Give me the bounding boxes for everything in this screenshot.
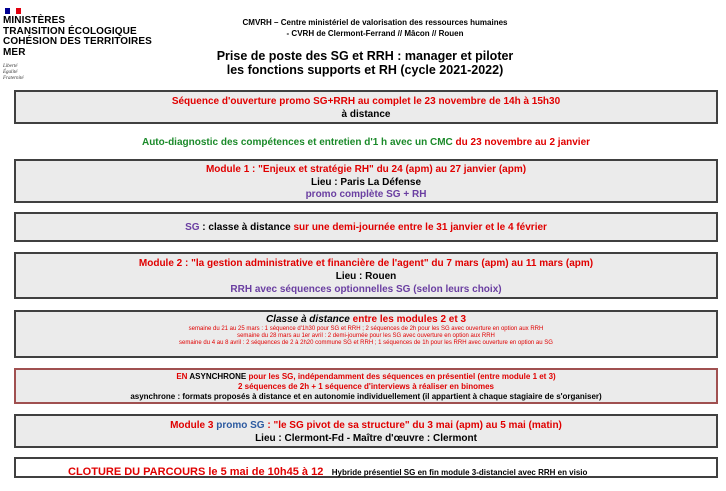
marianne-flag-icon: [5, 8, 21, 14]
module-1-title: Module 1 : "Enjeux et stratégie RH" du 24 (apm) au 27 janvier (apm): [205, 164, 527, 175]
sg-remote-class-box: SG : classe à distance sur une demi-journée entre le 31 janvier et le 4 février: [14, 212, 718, 242]
module-2-title: Module 2 : "la gestion administrative et financière de l'agent" du 7 mars (apm) au 11 mars (apm): [138, 258, 594, 269]
republic-motto: Liberté Égalité Fraternité: [3, 64, 24, 81]
opening-session-box: [14, 90, 718, 124]
module-2-audience: RRH avec séquences optionnelles SG (selon leurs choix): [230, 284, 502, 295]
opening-session-title: Séquence d'ouverture promo SG+RRH au complet le 23 novembre de 14h à 15h30: [171, 96, 561, 107]
module-3-title: Module 3 promo SG : "le SG pivot de sa structure" du 3 mai (apm) au 5 mai (matin): [170, 420, 562, 431]
opening-session-mode: à distance: [341, 109, 391, 120]
self-diagnostic-line: Auto-diagnostic des compétences et entretien d'1 h avec un CMC du 23 novembre au 2 janvier: [141, 137, 591, 148]
module-1-location: Lieu : Paris La Défense: [310, 176, 422, 188]
closing-title: CLOTURE DU PARCOURS le 5 mai de 10h45 à 12: [68, 466, 324, 478]
module-1-audience: promo complète SG + RH: [305, 189, 427, 200]
organization-header: CMVRH – Centre ministériel de valorisation des ressources humaines - CVRH de Clermont-Ferrand // Mâcon // Rouen: [242, 18, 508, 38]
async-box: [14, 368, 718, 404]
module-3-location: Lieu : Clermont-Fd - Maître d'œuvre : Clermont: [255, 433, 477, 444]
async-line-3: asynchrone : formats proposés à distance et en autonomie individuellement (il appartient à chaque stagiaire de s'organiser): [130, 392, 602, 401]
module-2-box: [14, 252, 718, 299]
closing-format: Hybride présentiel SG en fin module 3-distanciel avec RRH en visio: [331, 468, 588, 477]
remote-class-box: [14, 310, 718, 358]
module-1-box: [14, 159, 718, 203]
remote-class-week-1: semaine du 21 au 25 mars : 1 séquence d'1h30 pour SG et RRH ; 2 séquences de 2h pour les SG avec ouverture en option aux RRH: [188, 326, 544, 332]
document-title: Prise de poste des SG et RRH : manager et piloter les fonctions supports et RH (cycle 2021-2022): [216, 49, 514, 77]
async-line-2: 2 séquences de 2h + 1 séquence d'interviews à réaliser en binomes: [237, 382, 495, 391]
module-2-location: Lieu : Rouen: [335, 271, 397, 282]
remote-class-week-2: semaine du 28 mars au 1er avril : 2 demi-journée pour les SG avec ouverture en option aux RRH: [237, 333, 495, 339]
remote-class-week-3: semaine du 4 au 8 avril : 2 séquences de 2 à 2h20 commune SG et RRH ; 1 séquences de 1h pour les RRH avec ouverture en option au SG: [179, 340, 553, 346]
closing-box: [14, 457, 718, 478]
ministry-name: MINISTÈRES TRANSITION ÉCOLOGIQUE COHÉSION DES TERRITOIRES MER: [3, 15, 152, 58]
remote-class-title: Classe à distance entre les modules 2 et 3: [265, 314, 467, 325]
module-3-box: [14, 414, 718, 448]
ministry-logo: [3, 8, 178, 88]
async-line-1: EN ASYNCHRONE pour les SG, indépendamment des séquences en présentiel (entre module 1 et 3): [176, 372, 556, 381]
